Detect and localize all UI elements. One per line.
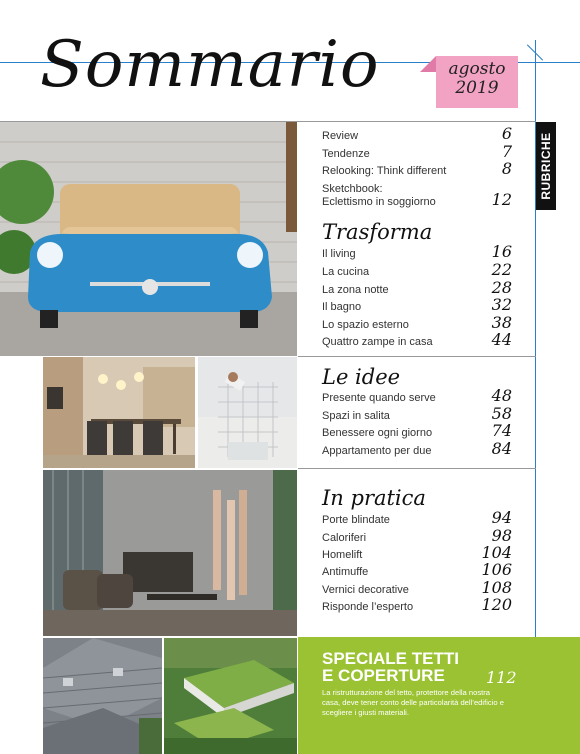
toc-entry-page: 6 bbox=[501, 124, 512, 143]
photo-roofs bbox=[43, 638, 162, 754]
toc-entry-page: 16 bbox=[491, 242, 512, 261]
toc-entry-label: Relooking: Think different bbox=[322, 165, 447, 177]
rule-trasforma bbox=[298, 356, 536, 357]
issue-date bbox=[436, 60, 518, 98]
toc-entry-label: Review bbox=[322, 130, 359, 142]
toc-entry-label: La zona notte bbox=[322, 284, 389, 296]
photo-living-room bbox=[43, 470, 297, 636]
toc-entry-label: La cucina bbox=[322, 266, 370, 278]
rubriche-tab-label: RUBRICHE bbox=[539, 132, 553, 200]
toc-entry-label: Spazi in salita bbox=[322, 410, 390, 422]
toc-entry-page: 7 bbox=[501, 142, 512, 161]
toc-entry-page: 74 bbox=[491, 421, 512, 440]
toc-entry-page: 48 bbox=[491, 386, 512, 405]
toc-entry-label: Porte blindate bbox=[322, 514, 390, 526]
issue-year: 2019 bbox=[455, 78, 499, 98]
toc-entry-page: 58 bbox=[491, 404, 512, 423]
toc-entry-label: Tendenze bbox=[322, 148, 370, 160]
section-title-pratica: In pratica bbox=[322, 486, 426, 510]
toc-entry-page: 106 bbox=[481, 560, 512, 579]
page-title: Sommario bbox=[40, 28, 380, 102]
toc-entry-page: 44 bbox=[491, 330, 512, 349]
toc-entry-page: 28 bbox=[491, 278, 512, 297]
toc-entry-label: Benessere ogni giorno bbox=[322, 427, 433, 439]
photo-car-sofa bbox=[0, 122, 297, 356]
photo-net-hammock bbox=[198, 357, 297, 468]
toc-entry-label: Lo spazio esterno bbox=[322, 319, 409, 331]
toc-entry-page: 8 bbox=[501, 159, 512, 178]
toc-entry-label: Sketchbook: Eclettismo in soggiorno bbox=[322, 183, 436, 208]
toc-entry-page: 32 bbox=[491, 295, 512, 314]
toc-entry-page: 98 bbox=[491, 526, 512, 545]
toc-entry-label: Risponde l’esperto bbox=[322, 601, 414, 613]
special-description: La ristrutturazione del tetto, protettore della nostra casa, deve tener conto delle particolarità dell’edificio e scegliere i giusti materiali. bbox=[322, 688, 504, 717]
toc-entry-label: Il living bbox=[322, 248, 356, 260]
toc-entry-page: 104 bbox=[481, 543, 512, 562]
issue-month: agosto bbox=[448, 59, 506, 79]
special-title-line1: SPECIALE TETTI bbox=[322, 649, 459, 668]
special-page: 112 bbox=[486, 668, 517, 687]
toc-entry-label: Antimuffe bbox=[322, 566, 369, 578]
photo-dining-room bbox=[43, 357, 195, 468]
toc-entry-label: Homelift bbox=[322, 549, 363, 561]
toc-entry-label: Caloriferi bbox=[322, 532, 367, 544]
toc-entry-label: Il bagno bbox=[322, 301, 362, 313]
toc-entry-page: 38 bbox=[491, 313, 512, 332]
toc-entry-page: 120 bbox=[481, 595, 512, 614]
section-title-idee: Le idee bbox=[322, 365, 401, 389]
date-ribbon-fold bbox=[420, 56, 436, 72]
section-title-trasforma: Trasforma bbox=[322, 220, 433, 244]
toc-entry-label: Appartamento per due bbox=[322, 445, 432, 457]
toc-entry-label: Presente quando serve bbox=[322, 392, 436, 404]
toc-entry-page: 22 bbox=[491, 260, 512, 279]
toc-entry-page: 84 bbox=[491, 439, 512, 458]
rule-idee bbox=[298, 468, 536, 469]
toc-entry-label: Vernici decorative bbox=[322, 584, 409, 596]
toc-entry-page: 12 bbox=[491, 190, 512, 209]
toc-entry-label: Quattro zampe in casa bbox=[322, 336, 433, 348]
rubriche-tab bbox=[536, 122, 556, 210]
special-title bbox=[322, 650, 459, 684]
special-title-line2: E COPERTURE bbox=[322, 666, 445, 685]
toc-entry-page: 94 bbox=[491, 508, 512, 527]
photo-green-roof bbox=[164, 638, 297, 754]
toc-entry-page: 108 bbox=[481, 578, 512, 597]
